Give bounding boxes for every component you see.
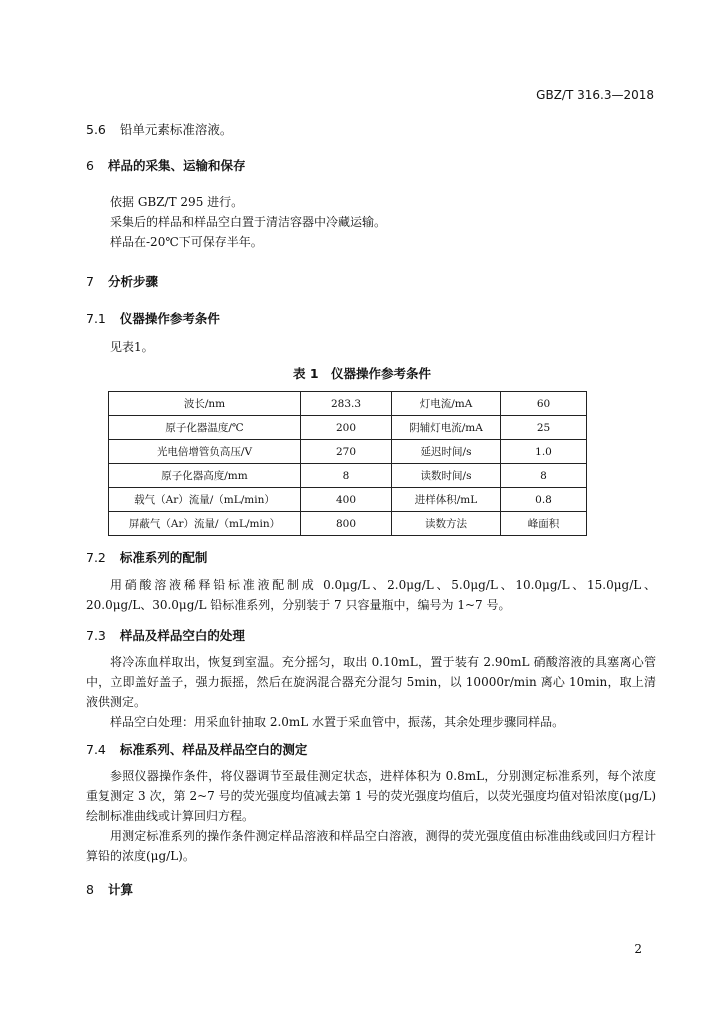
s6-line-1: 依据 GBZ/T 295 进行。	[110, 195, 244, 209]
section-title: 样品及样品空白的处理	[119, 628, 245, 643]
table-title: 表 1 仪器操作参考条件	[292, 366, 432, 381]
section-number: 6	[86, 158, 94, 173]
table-cell: 延迟时间/s	[392, 440, 501, 464]
section-number: 5.6	[86, 122, 106, 137]
table-cell: 屏蔽气（Ar）流量/（mL/min）	[109, 512, 301, 536]
table-cell: 读数时间/s	[392, 464, 501, 488]
table-cell: 283.3	[301, 392, 392, 416]
s6-line-2: 采集后的样品和样品空白置于清洁容器中冷藏运输。	[110, 215, 387, 229]
s7-3-text-1: 将冷冻血样取出，恢复到室温。充分摇匀，取出 0.10mL，置于装有 2.90mL 硝酸溶液的具塞离心管中，立即盖好盖子，强力振摇，然后在旋涡混合器充分混匀 5min，以 10000r/min 离心 10min，取上清液供测定。	[86, 655, 656, 709]
table-cell: 原子化器高度/mm	[109, 464, 301, 488]
section-title: 标准系列的配制	[119, 550, 208, 565]
section-number: 7.2	[86, 550, 106, 565]
s7-4-text-1: 参照仪器操作条件，将仪器调节至最佳测定状态，进样体积为 0.8mL，分别测定标准系列，每个浓度重复测定 3 次，第 2~7 号的荧光强度均值减去第 1 号的荧光强度均值后，以荧光强度均值对铅浓度(μg/L)绘制标准曲线或计算回归方程。	[86, 769, 656, 823]
s6-line-3: 样品在-20℃下可保存半年。	[110, 235, 263, 249]
standard-code: GBZ/T 316.3—2018	[536, 88, 654, 102]
table-cell: 载气（Ar）流量/（mL/min）	[109, 488, 301, 512]
table-cell: 阴辅灯电流/mA	[392, 416, 501, 440]
section-number: 7.1	[86, 311, 106, 326]
table-cell: 读数方法	[392, 512, 501, 536]
s7-2-text: 用硝酸溶液稀释铅标准液配制成 0.0μg/L、2.0μg/L、5.0μg/L、10.0μg/L、15.0μg/L、20.0μg/L、30.0μg/L 铅标准系列，分别装于 7 只容量瓶中，编号为 1~7 号。	[86, 578, 656, 612]
table-cell: 60	[501, 392, 587, 416]
section-title: 标准系列、样品及样品空白的测定	[119, 742, 308, 757]
section-text: 铅单元素标准溶液。	[119, 122, 233, 137]
table-cell: 1.0	[501, 440, 587, 464]
s7-4-text-2: 用测定标准系列的操作条件测定样品溶液和样品空白溶液，测得的荧光强度值由标准曲线或回归方程计算铅的浓度(μg/L)。	[86, 829, 656, 863]
section-7-4-heading	[86, 740, 307, 758]
table-cell: 光电倍增管负高压/V	[109, 440, 301, 464]
table-cell: 800	[301, 512, 392, 536]
section-number: 8	[86, 882, 94, 897]
table-cell: 进样体积/mL	[392, 488, 501, 512]
section-title: 计算	[107, 882, 133, 897]
section-7-1-heading	[86, 309, 220, 327]
table-row	[109, 440, 587, 464]
table-row	[109, 488, 587, 512]
section-title: 样品的采集、运输和保存	[107, 158, 246, 173]
s7-1-text: 见表1。	[110, 340, 154, 354]
section-7-2-heading	[86, 548, 207, 566]
table-cell: 270	[301, 440, 392, 464]
section-number: 7.3	[86, 628, 106, 643]
table-cell: 峰面积	[501, 512, 587, 536]
section-8-heading	[86, 880, 133, 898]
table-cell: 灯电流/mA	[392, 392, 501, 416]
table-row	[109, 416, 587, 440]
table-row	[109, 464, 587, 488]
page-number: 2	[634, 942, 642, 956]
instrument-parameters-table	[108, 391, 587, 536]
table-cell: 8	[501, 464, 587, 488]
section-7-3-heading	[86, 626, 245, 644]
section-number: 7	[86, 274, 94, 289]
table-cell: 0.8	[501, 488, 587, 512]
table-cell: 200	[301, 416, 392, 440]
table-cell: 8	[301, 464, 392, 488]
section-5-6	[86, 120, 232, 138]
table-cell: 原子化器温度/℃	[109, 416, 301, 440]
section-title: 分析步骤	[107, 274, 158, 289]
table-row	[109, 512, 587, 536]
section-title: 仪器操作参考条件	[119, 311, 220, 326]
table-cell: 波长/nm	[109, 392, 301, 416]
table-cell: 25	[501, 416, 587, 440]
section-7-heading	[86, 272, 158, 290]
table-cell: 400	[301, 488, 392, 512]
section-number: 7.4	[86, 742, 106, 757]
s7-3-text-2: 样品空白处理：用采血针抽取 2.0mL 水置于采血管中，振荡，其余处理步骤同样品。	[110, 715, 565, 729]
table-row	[109, 392, 587, 416]
section-6-heading	[86, 156, 245, 174]
